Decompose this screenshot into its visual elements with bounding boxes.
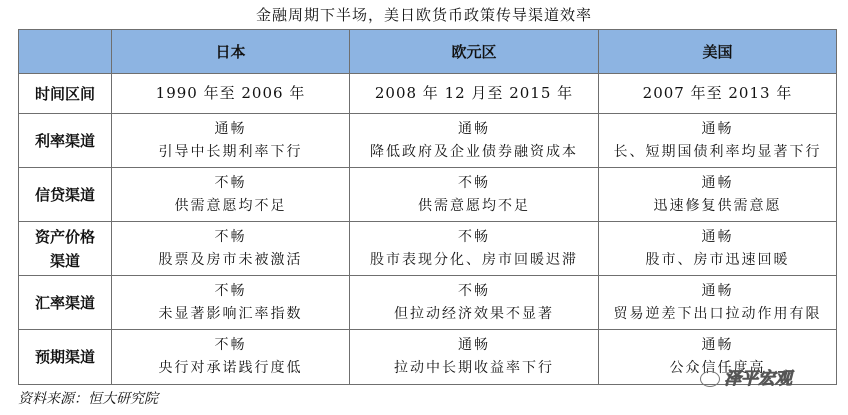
watermark: [700, 364, 792, 389]
header-corner: [19, 30, 112, 74]
table-cell: 不畅 但拉动经济效果不显著: [350, 276, 599, 330]
table-cell: 通畅 迅速修复供需意愿: [599, 168, 837, 222]
row-label: 资产价格 渠道: [19, 222, 112, 276]
table-cell: 2007 年至 2013 年: [599, 74, 837, 114]
table-row-interest-rate: [19, 114, 837, 168]
row-label: 利率渠道: [19, 114, 112, 168]
table-cell: 不畅 供需意愿均不足: [112, 168, 350, 222]
row-label: 信贷渠道: [19, 168, 112, 222]
source-note: 资料来源：恒大研究院: [18, 391, 158, 407]
row-label: 预期渠道: [19, 330, 112, 385]
table-row-credit: [19, 168, 837, 222]
header-eurozone: 欧元区: [350, 30, 599, 74]
header-usa: 美国: [599, 30, 837, 74]
table-cell: 通畅 公众信任度高: [599, 330, 837, 385]
table-cell: 不畅 供需意愿均不足: [350, 168, 599, 222]
table-cell: 通畅 引导中长期利率下行: [112, 114, 350, 168]
policy-transmission-table: [18, 29, 837, 385]
table-row-asset-price: [19, 222, 837, 276]
table-cell: 通畅 降低政府及企业债券融资成本: [350, 114, 599, 168]
table-cell: 2008 年 12 月至 2015 年: [350, 74, 599, 114]
table-row-exchange-rate: [19, 276, 837, 330]
header-japan: 日本: [112, 30, 350, 74]
table-cell: 通畅 长、短期国债利率均显著下行: [599, 114, 837, 168]
table-cell: 通畅 拉动中长期收益率下行: [350, 330, 599, 385]
table-cell: 不畅 股市表现分化、房市回暖迟滞: [350, 222, 599, 276]
table-cell: 不畅 央行对承诺践行度低: [112, 330, 350, 385]
table-cell: 1990 年至 2006 年: [112, 74, 350, 114]
row-label: 时间区间: [19, 74, 112, 114]
watermark-text: 泽平宏观: [724, 369, 792, 389]
row-label: 汇率渠道: [19, 276, 112, 330]
header-row: [19, 30, 837, 74]
table-row-period: [19, 74, 837, 114]
table-cell: 不畅 未显著影响汇率指数: [112, 276, 350, 330]
table-cell: 通畅 贸易逆差下出口拉动作用有限: [599, 276, 837, 330]
table-cell: 通畅 股市、房市迅速回暖: [599, 222, 837, 276]
table-cell: 不畅 股票及房市未被激活: [112, 222, 350, 276]
table-title: 金融周期下半场，美日欧货币政策传导渠道效率: [255, 6, 592, 24]
wechat-icon: [700, 371, 720, 387]
